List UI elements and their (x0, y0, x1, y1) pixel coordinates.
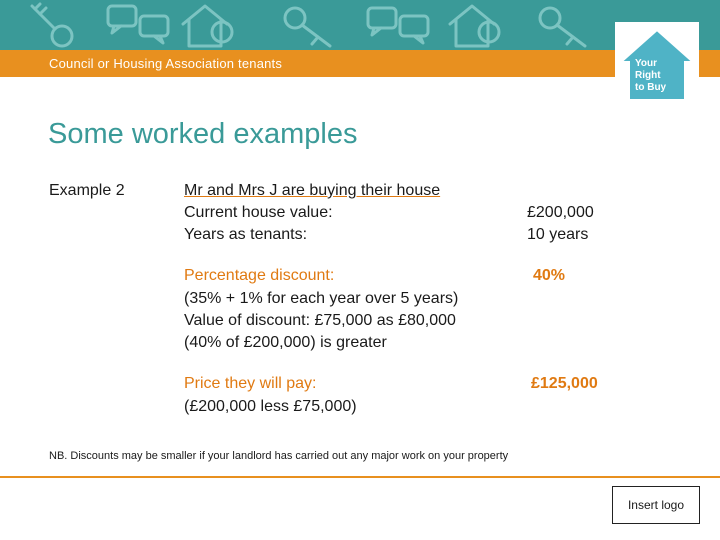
house-pound-icon (183, 6, 232, 46)
key-icon (32, 4, 72, 46)
price-note: (£200,000 less £75,000) (184, 398, 357, 415)
years-value: 10 years (527, 226, 589, 243)
right-to-buy-logo (615, 22, 699, 106)
example-label: Example 2 (49, 182, 125, 199)
price-label: Price they will pay: (184, 375, 317, 392)
footer-divider (0, 476, 720, 478)
banner-icons (0, 0, 720, 50)
example-heading: Mr and Mrs J are buying their house (184, 182, 441, 199)
logo-line-2: Right (635, 70, 661, 81)
header-banner (0, 0, 720, 50)
discount-line-1: (35% + 1% for each year over 5 years) (184, 290, 459, 307)
house-pound-icon (450, 6, 499, 46)
speech-bubbles-icon (368, 8, 428, 43)
logo-line-1: Your (635, 58, 658, 69)
key-icon (285, 8, 330, 46)
speech-bubbles-icon (108, 6, 168, 43)
header-strip-text: Council or Housing Association tenants (49, 56, 283, 71)
discount-line-2: Value of discount: £75,000 as £80,000 (184, 312, 456, 329)
insert-logo-box: Insert logo (612, 486, 700, 524)
nb-note: NB. Discounts may be smaller if your landlord has carried out any major work on your property (49, 450, 509, 462)
price-value: £125,000 (531, 375, 598, 392)
key-icon (540, 8, 585, 46)
discount-label: Percentage discount: (184, 267, 335, 284)
years-label: Years as tenants: (184, 226, 308, 243)
page-title: Some worked examples (48, 118, 358, 150)
discount-value: 40% (533, 267, 566, 284)
discount-line-3: (40% of £200,000) is greater (184, 334, 387, 351)
current-value-label: Current house value: (184, 204, 333, 221)
current-value: £200,000 (527, 204, 594, 221)
logo-line-3: to Buy (635, 82, 667, 93)
